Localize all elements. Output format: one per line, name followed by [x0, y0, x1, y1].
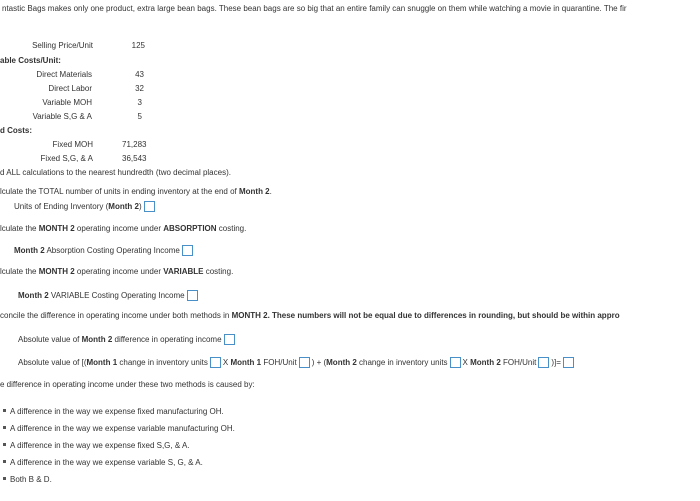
month2-inventory-change-input[interactable]	[450, 357, 461, 368]
selling-price-label: Selling Price/Unit	[32, 41, 93, 50]
month1-inventory-change-input[interactable]	[210, 357, 221, 368]
option-e[interactable]: Both B & D.	[3, 475, 52, 485]
fixed-moh-label: Fixed MOH	[52, 140, 93, 149]
fixed-sga-label: Fixed S,G, & A	[40, 154, 93, 163]
q3-answer-row: Month 2 VARIABLE Costing Operating Income	[18, 290, 200, 301]
month2-foh-unit-input[interactable]	[538, 357, 549, 368]
option-a[interactable]: A difference in the way we expense fixed manufacturing OH.	[3, 407, 224, 417]
fixed-moh-value: 71,283	[122, 140, 147, 149]
variable-moh-label: Variable MOH	[42, 98, 92, 107]
q1-answer-row: Units of Ending Inventory (Month 2)	[14, 201, 157, 212]
ending-inventory-input[interactable]	[144, 201, 155, 212]
option-b[interactable]: A difference in the way we expense variable manufacturing OH.	[3, 424, 235, 434]
fixed-sga-value: 36,543	[122, 154, 147, 163]
direct-labor-value: 32	[135, 84, 144, 93]
q4-prompt: concile the difference in operating income under both methods in MONTH 2. These numbers will not be equal due to differences in rounding, but should be within appro	[0, 311, 620, 320]
option-d[interactable]: A difference in the way we expense variable S, G, & A.	[3, 458, 203, 468]
q2-prompt: lculate the MONTH 2 operating income under ABSORPTION costing.	[0, 224, 247, 233]
variable-costs-header: able Costs/Unit:	[0, 56, 61, 65]
bullet-icon	[3, 443, 6, 446]
selling-price-value: 125	[131, 41, 145, 50]
variable-sga-value: 5	[137, 112, 142, 121]
bullet-icon	[3, 426, 6, 429]
direct-materials-value: 43	[135, 70, 144, 79]
problem-intro: ntastic Bags makes only one product, extra large bean bags. These bean bags are so big that an entire family can snuggle on them while watching a movie in quarantine. The fir	[2, 4, 627, 13]
fixed-costs-header: d Costs:	[0, 126, 32, 135]
q4-difference-row: Absolute value of Month 2 difference in operating income	[18, 334, 237, 345]
q3-prompt: lculate the MONTH 2 operating income under VARIABLE costing.	[0, 267, 234, 276]
bullet-icon	[3, 460, 6, 463]
q1-prompt: lculate the TOTAL number of units in ending inventory at the end of Month 2.	[0, 187, 272, 196]
option-c[interactable]: A difference in the way we expense fixed S,G, & A.	[3, 441, 190, 451]
income-difference-input[interactable]	[224, 334, 235, 345]
variable-income-input[interactable]	[187, 290, 198, 301]
rounding-instruction: d ALL calculations to the nearest hundredth (two decimal places).	[0, 168, 231, 177]
direct-labor-label: Direct Labor	[48, 84, 92, 93]
bullet-icon	[3, 409, 6, 412]
direct-materials-label: Direct Materials	[36, 70, 92, 79]
bullet-icon	[3, 477, 6, 480]
q2-answer-row: Month 2 Absorption Costing Operating Income	[14, 245, 195, 256]
reconciliation-total-input[interactable]	[563, 357, 574, 368]
variable-moh-value: 3	[137, 98, 142, 107]
cause-prompt: e difference in operating income under these two methods is caused by:	[0, 380, 255, 389]
month1-foh-unit-input[interactable]	[299, 357, 310, 368]
variable-sga-label: Variable S,G & A	[32, 112, 92, 121]
absorption-income-input[interactable]	[182, 245, 193, 256]
q4-formula-row: Absolute value of [(Month 1 change in inventory units X Month 1 FOH/Unit ) + (Month 2 change in inventory units X Month 2 FOH/Unit )]=	[18, 357, 576, 368]
